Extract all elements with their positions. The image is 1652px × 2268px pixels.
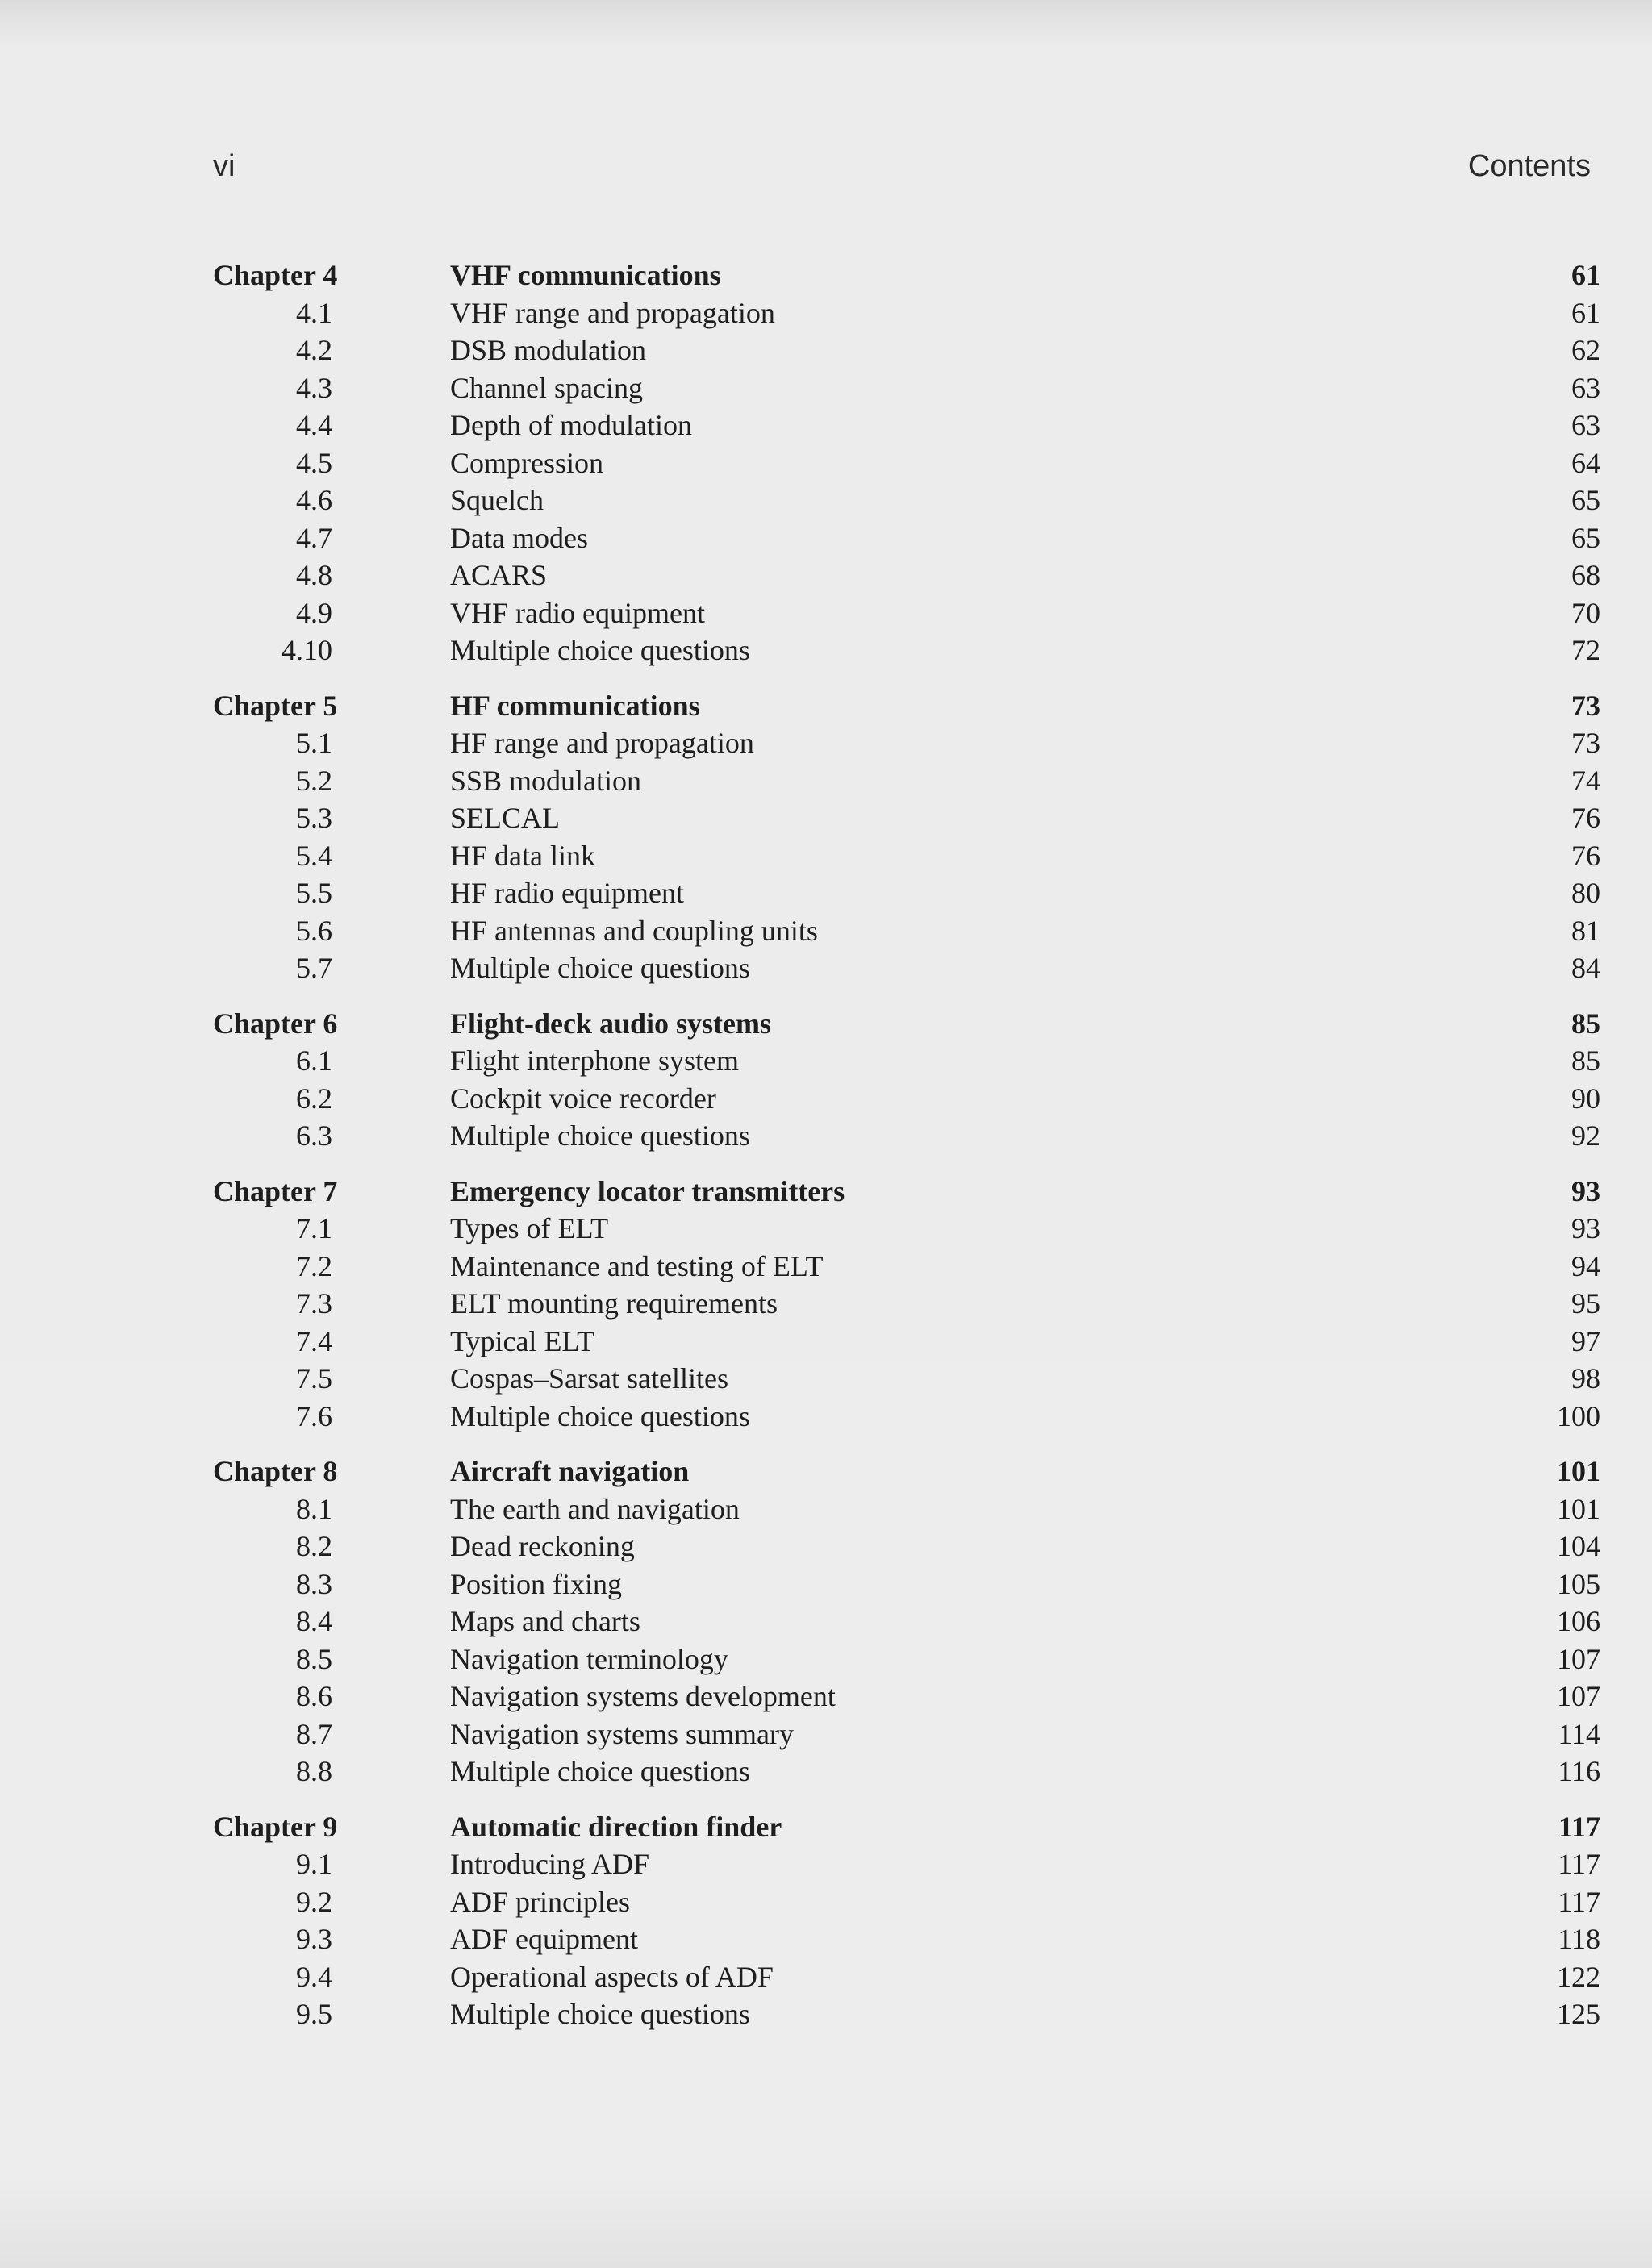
toc-section-entry[interactable]: [213, 1883, 1600, 1921]
section-title: Navigation terminology: [450, 1642, 728, 1675]
section-title: ADF equipment: [450, 1923, 638, 1955]
section-number: 4.1: [296, 296, 332, 329]
section-title: Squelch: [450, 484, 544, 516]
section-number: 8.8: [296, 1755, 332, 1787]
section-number: 4.10: [282, 634, 332, 666]
running-head-title: Contents: [1467, 149, 1591, 183]
toc-section-entry[interactable]: [213, 1845, 1600, 1883]
section-number: 6.2: [296, 1082, 332, 1115]
section-page-number: 65: [1571, 484, 1600, 516]
section-title: Depth of modulation: [450, 409, 692, 441]
section-number: 9.4: [296, 1960, 332, 1993]
toc-section-entry[interactable]: [213, 1566, 1600, 1603]
toc-chapter: [213, 1005, 1600, 1155]
section-number: 5.1: [296, 727, 332, 759]
chapter-title: Aircraft navigation: [450, 1455, 690, 1487]
toc-section-entry[interactable]: [213, 874, 1600, 912]
section-page-number: 62: [1571, 334, 1600, 366]
section-number: 8.6: [296, 1680, 332, 1712]
section-number: 7.1: [296, 1212, 332, 1244]
toc-section-entry[interactable]: [213, 1398, 1600, 1436]
section-title: VHF range and propagation: [450, 296, 775, 329]
section-page-number: 98: [1571, 1362, 1600, 1395]
chapter-title: Emergency locator transmitters: [450, 1174, 845, 1207]
section-page-number: 65: [1571, 521, 1600, 554]
toc-section-entry[interactable]: [213, 949, 1600, 987]
section-title: HF data link: [450, 839, 595, 872]
section-page-number: 122: [1557, 1960, 1600, 1993]
section-page-number: 76: [1571, 839, 1600, 872]
section-number: 8.7: [296, 1717, 332, 1750]
chapter-page-number: 117: [1558, 1810, 1600, 1843]
section-title: Multiple choice questions: [450, 1998, 750, 2030]
section-number: 5.5: [296, 877, 332, 909]
chapter-label: Chapter 7: [213, 1174, 338, 1207]
section-number: 8.1: [296, 1492, 332, 1525]
toc-section-entry[interactable]: [213, 482, 1600, 519]
section-number: 9.3: [296, 1923, 332, 1955]
toc-section-entry[interactable]: [213, 369, 1600, 407]
toc-section-entry[interactable]: [213, 837, 1600, 875]
section-page-number: 107: [1557, 1642, 1600, 1675]
toc-chapter-heading[interactable]: [213, 1808, 1600, 1846]
section-number: 4.4: [296, 409, 332, 441]
toc-section-entry[interactable]: [213, 1080, 1600, 1118]
chapter-title: Automatic direction finder: [450, 1810, 782, 1843]
toc-chapter-heading[interactable]: [213, 687, 1600, 725]
section-title: Multiple choice questions: [450, 1755, 750, 1787]
chapter-label: Chapter 4: [213, 259, 338, 291]
section-number: 9.2: [296, 1885, 332, 1918]
toc-section-entry[interactable]: [213, 1042, 1600, 1080]
toc-section-entry[interactable]: [213, 762, 1600, 800]
section-number: 8.3: [296, 1567, 332, 1600]
section-number: 9.5: [296, 1998, 332, 2030]
section-number: 6.1: [296, 1044, 332, 1077]
section-page-number: 94: [1571, 1249, 1600, 1282]
toc-chapter: [213, 1453, 1600, 1791]
section-page-number: 116: [1558, 1755, 1600, 1787]
chapter-label: Chapter 5: [213, 689, 338, 722]
chapter-page-number: 93: [1571, 1174, 1600, 1207]
toc-chapter-heading[interactable]: [213, 1173, 1600, 1211]
section-title: The earth and navigation: [450, 1492, 740, 1525]
section-title: Compression: [450, 446, 604, 479]
toc-section-entry[interactable]: [213, 1958, 1600, 1996]
running-head: [213, 149, 1591, 190]
section-number: 4.9: [296, 596, 332, 629]
section-title: Channel spacing: [450, 371, 643, 404]
section-page-number: 61: [1571, 296, 1600, 329]
toc-section-entry[interactable]: [213, 1490, 1600, 1528]
toc-section-entry[interactable]: [213, 444, 1600, 482]
section-title: Multiple choice questions: [450, 634, 750, 666]
toc-section-entry[interactable]: [213, 1323, 1600, 1361]
section-number: 4.6: [296, 484, 332, 516]
toc-section-entry[interactable]: [213, 1920, 1600, 1958]
section-page-number: 70: [1571, 596, 1600, 629]
section-title: HF range and propagation: [450, 727, 754, 759]
section-number: 5.6: [296, 914, 332, 947]
section-page-number: 81: [1571, 914, 1600, 947]
toc-section-entry[interactable]: [213, 557, 1600, 594]
page-number: vi: [213, 149, 236, 183]
section-page-number: 90: [1571, 1082, 1600, 1115]
chapter-title: HF communications: [450, 689, 700, 722]
section-number: 4.2: [296, 334, 332, 366]
chapter-page-number: 85: [1571, 1007, 1600, 1040]
section-number: 7.4: [296, 1324, 332, 1357]
section-number: 4.3: [296, 371, 332, 404]
section-number: 4.8: [296, 559, 332, 591]
section-title: Maps and charts: [450, 1605, 640, 1637]
section-title: Position fixing: [450, 1567, 623, 1600]
section-title: Multiple choice questions: [450, 1399, 750, 1432]
section-page-number: 68: [1571, 559, 1600, 591]
section-page-number: 118: [1558, 1923, 1600, 1955]
chapter-label: Chapter 9: [213, 1810, 338, 1843]
toc-chapter: [213, 1808, 1600, 2033]
section-page-number: 64: [1571, 446, 1600, 479]
section-title: Navigation systems development: [450, 1680, 836, 1712]
section-title: VHF radio equipment: [450, 596, 705, 629]
section-title: Cospas–Sarsat satellites: [450, 1362, 728, 1395]
chapter-page-number: 73: [1571, 689, 1600, 722]
chapter-page-number: 61: [1571, 259, 1600, 291]
toc-chapter-heading[interactable]: [213, 1453, 1600, 1490]
section-page-number: 92: [1571, 1119, 1600, 1152]
section-page-number: 74: [1571, 764, 1600, 797]
section-number: 5.3: [296, 802, 332, 834]
toc-section-entry[interactable]: [213, 912, 1600, 950]
section-number: 7.2: [296, 1249, 332, 1282]
section-page-number: 72: [1571, 634, 1600, 666]
chapter-title: VHF communications: [450, 259, 721, 291]
section-title: HF radio equipment: [450, 877, 684, 909]
toc-section-entry[interactable]: [213, 1641, 1600, 1678]
section-number: 5.4: [296, 839, 332, 872]
toc-chapter-heading[interactable]: [213, 256, 1600, 294]
section-number: 7.3: [296, 1287, 332, 1320]
section-number: 8.5: [296, 1642, 332, 1675]
section-number: 4.5: [296, 446, 332, 479]
section-number: 9.1: [296, 1848, 332, 1880]
section-page-number: 125: [1557, 1998, 1600, 2030]
section-title: Multiple choice questions: [450, 1119, 750, 1152]
section-title: SSB modulation: [450, 764, 642, 797]
toc-section-entry[interactable]: [213, 799, 1600, 837]
toc-section-entry[interactable]: [213, 594, 1600, 632]
section-page-number: 84: [1571, 952, 1600, 984]
toc-chapter-heading[interactable]: [213, 1005, 1600, 1043]
section-page-number: 85: [1571, 1044, 1600, 1077]
section-title: Introducing ADF: [450, 1848, 649, 1880]
toc-section-entry[interactable]: [213, 1716, 1600, 1753]
section-title: Operational aspects of ADF: [450, 1960, 774, 1993]
section-title: Data modes: [450, 521, 588, 554]
section-page-number: 93: [1571, 1212, 1600, 1244]
section-title: SELCAL: [450, 802, 561, 834]
section-page-number: 73: [1571, 727, 1600, 759]
chapter-page-number: 101: [1557, 1455, 1600, 1487]
section-title: ELT mounting requirements: [450, 1287, 778, 1320]
toc-section-entry[interactable]: [213, 1117, 1600, 1155]
toc-chapter: [213, 1173, 1600, 1436]
toc-section-entry[interactable]: [213, 331, 1600, 369]
section-page-number: 107: [1557, 1680, 1600, 1712]
toc-chapter: [213, 687, 1600, 987]
section-page-number: 80: [1571, 877, 1600, 909]
section-page-number: 63: [1571, 409, 1600, 441]
section-title: Multiple choice questions: [450, 952, 750, 984]
section-title: Cockpit voice recorder: [450, 1082, 716, 1115]
section-number: 5.7: [296, 952, 332, 984]
section-page-number: 117: [1558, 1848, 1600, 1880]
section-number: 6.3: [296, 1119, 332, 1152]
section-number: 7.5: [296, 1362, 332, 1395]
chapter-label: Chapter 6: [213, 1007, 338, 1040]
section-page-number: 76: [1571, 802, 1600, 834]
toc-section-entry[interactable]: [213, 1678, 1600, 1716]
toc-section-entry[interactable]: [213, 632, 1600, 669]
chapter-title: Flight-deck audio systems: [450, 1007, 772, 1040]
toc-section-entry[interactable]: [213, 1753, 1600, 1791]
section-title: Types of ELT: [450, 1212, 609, 1244]
section-title: Maintenance and testing of ELT: [450, 1249, 824, 1282]
section-number: 7.6: [296, 1399, 332, 1432]
section-number: 8.4: [296, 1605, 332, 1637]
section-number: 8.2: [296, 1530, 332, 1562]
toc-section-entry[interactable]: [213, 1248, 1600, 1286]
section-title: HF antennas and coupling units: [450, 914, 818, 947]
section-title: Dead reckoning: [450, 1530, 635, 1562]
section-number: 4.7: [296, 521, 332, 554]
section-page-number: 104: [1557, 1530, 1600, 1562]
toc-section-entry[interactable]: [213, 1285, 1600, 1323]
section-title: DSB modulation: [450, 334, 647, 366]
section-title: Flight interphone system: [450, 1044, 739, 1077]
section-number: 5.2: [296, 764, 332, 797]
toc-section-entry[interactable]: [213, 1995, 1600, 2033]
toc-section-entry[interactable]: [213, 724, 1600, 762]
table-of-contents: [213, 256, 1600, 2051]
toc-section-entry[interactable]: [213, 1210, 1600, 1248]
section-page-number: 106: [1557, 1605, 1600, 1637]
toc-section-entry[interactable]: [213, 1360, 1600, 1398]
toc-section-entry[interactable]: [213, 294, 1600, 332]
section-title: ACARS: [450, 559, 548, 591]
section-page-number: 117: [1558, 1885, 1600, 1918]
section-page-number: 95: [1571, 1287, 1600, 1320]
section-page-number: 105: [1557, 1567, 1600, 1600]
section-page-number: 100: [1557, 1399, 1600, 1432]
section-title: ADF principles: [450, 1885, 630, 1918]
toc-chapter: [213, 256, 1600, 669]
section-title: Typical ELT: [450, 1324, 595, 1357]
toc-section-entry[interactable]: [213, 1528, 1600, 1566]
section-page-number: 101: [1557, 1492, 1600, 1525]
section-page-number: 114: [1558, 1717, 1600, 1750]
chapter-label: Chapter 8: [213, 1455, 338, 1487]
toc-section-entry[interactable]: [213, 1603, 1600, 1641]
section-page-number: 63: [1571, 371, 1600, 404]
section-title: Navigation systems summary: [450, 1717, 794, 1750]
toc-section-entry[interactable]: [213, 406, 1600, 444]
section-page-number: 97: [1571, 1324, 1600, 1357]
toc-section-entry[interactable]: [213, 519, 1600, 557]
